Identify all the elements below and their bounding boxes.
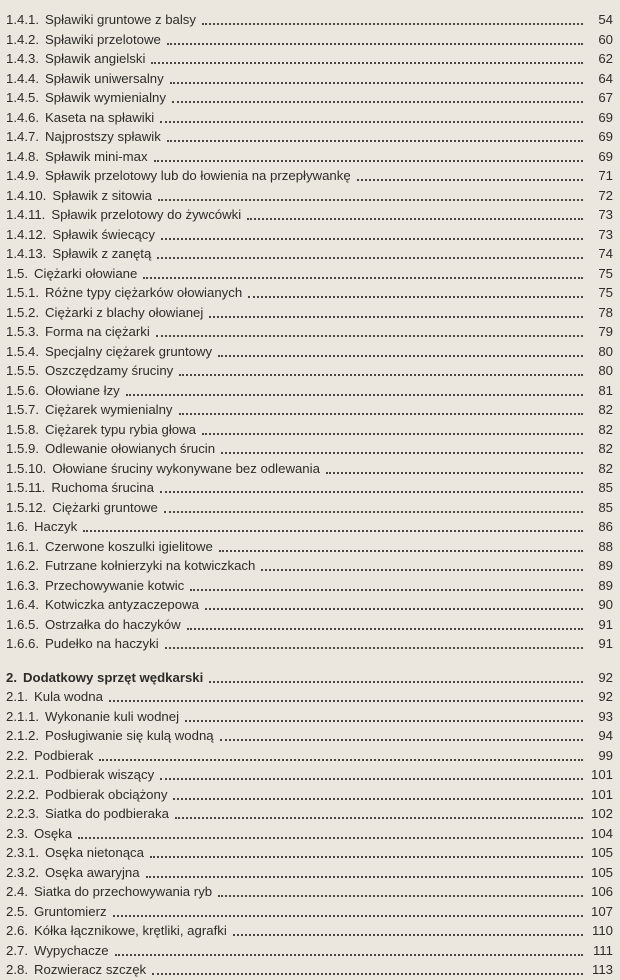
- toc-entry-page-number: 86: [598, 519, 613, 534]
- toc-entry: [6, 49, 613, 69]
- toc-entry-number: 2.1.1.: [6, 708, 39, 724]
- dot-leader: [209, 316, 583, 318]
- dot-leader: [83, 530, 583, 532]
- toc-entry-number: 1.4.4.: [6, 70, 39, 86]
- toc-chapter-heading: [6, 668, 613, 688]
- toc-entry-title: Wykonanie kuli wodnej: [45, 708, 180, 724]
- dot-leader: [205, 608, 583, 610]
- toc-entry-title: Spławik z zanętą: [52, 246, 152, 261]
- dot-leader: [160, 491, 583, 493]
- toc-entry-page-number: 67: [598, 90, 613, 105]
- toc-entry: [6, 882, 613, 902]
- toc-entry-page-number: 82: [598, 402, 613, 417]
- toc-entry-page-number: 74: [598, 246, 613, 261]
- toc-entry-page-number: 80: [598, 343, 613, 359]
- toc-entry-number: 1.6.1.: [6, 538, 39, 554]
- toc-entry-number: 2.2.: [6, 747, 28, 763]
- toc-entry-page-number: 60: [598, 31, 613, 47]
- toc-entry: [6, 459, 613, 479]
- toc-entry: [6, 283, 613, 303]
- toc-entry-page-number: 91: [598, 616, 613, 632]
- dot-leader: [167, 140, 583, 142]
- toc-entry-title: Futrzane kołnierzyki na kotwiczkach: [45, 558, 256, 573]
- toc-entry-title: Kółka łącznikowe, krętliki, agrafki: [34, 923, 227, 938]
- toc-entry-title: Ołowiane łzy: [45, 382, 120, 398]
- toc-entry-number: 2.: [6, 669, 17, 685]
- toc-entry-page-number: 78: [598, 304, 613, 320]
- toc-entry-number: 1.4.12.: [6, 226, 47, 242]
- dot-leader: [113, 915, 583, 917]
- toc-entry-page-number: 105: [590, 864, 613, 880]
- toc-entry-number: 2.1.: [6, 689, 28, 704]
- toc-entry-number: 1.5.2.: [6, 304, 39, 320]
- toc-entry-title: Osęka awaryjna: [45, 864, 140, 880]
- toc-entry-number: 1.4.13.: [6, 246, 47, 261]
- toc-entry-page-number: 110: [591, 923, 613, 938]
- toc-entry: [6, 127, 613, 147]
- toc-entry-number: 2.7.: [6, 942, 28, 958]
- toc-entry-page-number: 102: [590, 806, 613, 821]
- toc-entry: [6, 595, 613, 615]
- toc-entry-number: 2.2.2.: [6, 786, 39, 802]
- toc-entry-page-number: 111: [592, 942, 613, 958]
- toc-entry: [6, 863, 613, 883]
- dot-leader: [209, 681, 583, 683]
- toc-entry-title: Kula wodna: [34, 689, 103, 704]
- toc-entry-page-number: 92: [598, 689, 613, 704]
- dot-leader: [185, 720, 583, 722]
- toc-entry-title: Spławik przelotowy do żywcówki: [51, 207, 242, 222]
- toc-entry-page-number: 89: [598, 558, 613, 573]
- toc-entry: [6, 804, 613, 824]
- toc-entry-number: 1.5.1.: [6, 285, 39, 300]
- dot-leader: [175, 817, 583, 819]
- dot-leader: [190, 589, 583, 591]
- dot-leader: [143, 277, 583, 279]
- dot-leader: [109, 700, 583, 702]
- toc-entry-title: Najprostszy spławik: [45, 129, 161, 144]
- toc-entry-page-number: 73: [598, 207, 613, 222]
- toc-entry-page-number: 113: [591, 962, 613, 977]
- toc-entry-number: 2.8.: [6, 962, 28, 977]
- dot-leader: [146, 876, 583, 878]
- toc-entry: [6, 10, 613, 30]
- dot-leader: [158, 199, 583, 201]
- toc-entry-number: 2.5.: [6, 903, 28, 919]
- toc-entry: [6, 244, 613, 264]
- toc-entry-number: 2.2.1.: [6, 767, 39, 782]
- toc-entry-title: Ołowiane śruciny wykonywane bez odlewania: [52, 460, 320, 476]
- dot-leader: [261, 569, 583, 571]
- toc-entry-number: 1.5.7.: [6, 402, 39, 417]
- toc-entry-title: Gruntomierz: [34, 903, 107, 919]
- toc-entry-number: 1.5.11.: [6, 480, 46, 495]
- toc-entry: [6, 726, 613, 746]
- toc-entry-page-number: 82: [598, 421, 613, 437]
- toc-entry-title: Posługiwanie się kulą wodną: [45, 728, 214, 743]
- toc-entry: [6, 687, 613, 707]
- toc-entry-page-number: 64: [598, 70, 613, 86]
- toc-entry-page-number: 94: [598, 728, 613, 743]
- toc-entry-number: 1.5.3.: [6, 324, 39, 339]
- toc-entry-page-number: 85: [598, 480, 613, 495]
- toc-entry-number: 1.4.6.: [6, 109, 39, 125]
- toc-entry: [6, 537, 613, 557]
- toc-entry-number: 1.6.4.: [6, 597, 39, 612]
- toc-entry-number: 2.6.: [6, 923, 28, 938]
- dot-leader: [154, 160, 583, 162]
- toc-entry: [6, 225, 613, 245]
- toc-entry: [6, 205, 613, 225]
- toc-entry: [6, 517, 613, 537]
- toc-entry-title: Haczyk: [34, 519, 78, 534]
- toc-entry-number: 1.5.10.: [6, 460, 47, 476]
- toc-entry-number: 1.4.9.: [6, 168, 39, 183]
- toc-entry-page-number: 88: [598, 538, 613, 554]
- toc-entry: [6, 303, 613, 323]
- dot-leader: [172, 101, 583, 103]
- toc-entry: [6, 166, 613, 186]
- toc-entry-page-number: 80: [598, 363, 613, 378]
- toc-entry-page-number: 69: [598, 109, 613, 125]
- dot-leader: [157, 257, 583, 259]
- toc-entry: [6, 921, 613, 941]
- toc-entry-number: 1.6.6.: [6, 636, 39, 651]
- toc-entry-title: Kaseta na spławiki: [45, 109, 155, 125]
- toc-entry-number: 1.4.1.: [6, 12, 39, 27]
- toc-entry-title: Ciężarki ołowiane: [34, 265, 138, 281]
- toc-entry-number: 1.5.: [6, 265, 28, 281]
- toc-entry: [6, 108, 613, 128]
- toc-entry-title: Spławik angielski: [45, 51, 146, 66]
- toc-entry: [6, 746, 613, 766]
- toc-entry-title: Kotwiczka antyzaczepowa: [45, 597, 199, 612]
- toc-entry-title: Pudełko na haczyki: [45, 636, 159, 651]
- dot-leader: [164, 511, 583, 513]
- toc-entry-number: 1.4.11.: [6, 207, 46, 222]
- toc-entry-page-number: 99: [598, 747, 613, 763]
- toc-entry-title: Spławiki przelotowe: [45, 31, 161, 47]
- dot-leader: [151, 62, 583, 64]
- toc-entry: [6, 381, 613, 401]
- dot-leader: [247, 218, 583, 220]
- toc-entry-number: 1.5.9.: [6, 441, 39, 456]
- dot-leader: [357, 179, 583, 181]
- toc-entry-title: Ciężarki z blachy ołowianej: [45, 304, 204, 320]
- toc-entry-number: 1.5.4.: [6, 343, 39, 359]
- dot-leader: [126, 394, 583, 396]
- toc-entry-number: 2.2.3.: [6, 806, 39, 821]
- toc-entry-title: Wypychacze: [34, 942, 109, 958]
- toc-entry: [6, 439, 613, 459]
- toc-entry-title: Spławiki gruntowe z balsy: [45, 12, 196, 27]
- toc-entry-page-number: 73: [598, 226, 613, 242]
- dot-leader: [160, 778, 583, 780]
- toc-entry-page-number: 104: [590, 825, 613, 841]
- dot-leader: [156, 335, 583, 337]
- toc-entry-page-number: 89: [598, 577, 613, 593]
- toc-entry: [6, 556, 613, 576]
- toc-entry-number: 1.5.8.: [6, 421, 39, 437]
- dot-leader: [160, 121, 583, 123]
- dot-leader: [179, 413, 583, 415]
- toc-entry-page-number: 75: [598, 265, 613, 281]
- toc-entry: [6, 186, 613, 206]
- dot-leader: [218, 895, 583, 897]
- dot-leader: [152, 973, 583, 975]
- toc-entry: [6, 322, 613, 342]
- toc-entry-number: 1.4.7.: [6, 129, 39, 144]
- toc-entry: [6, 941, 613, 961]
- dot-leader: [202, 23, 583, 25]
- dot-leader: [170, 82, 583, 84]
- toc-entry-title: Podbierak wiszący: [45, 767, 155, 782]
- toc-entry-page-number: 91: [598, 636, 613, 651]
- toc-entry-title: Ciężarek typu rybia głowa: [45, 421, 196, 437]
- dot-leader: [115, 954, 583, 956]
- toc-entry-title: Spławik mini-max: [45, 148, 148, 164]
- toc-entry-page-number: 101: [590, 767, 613, 782]
- dot-leader: [233, 934, 583, 936]
- dot-leader: [179, 374, 583, 376]
- toc-entry-title: Oszczędzamy śruciny: [45, 363, 174, 378]
- dot-leader: [220, 739, 583, 741]
- toc-entry-number: 1.5.12.: [6, 499, 47, 515]
- toc-entry-number: 2.3.1.: [6, 845, 39, 860]
- toc-entry: [6, 342, 613, 362]
- toc-entry-title: Spławik świecący: [52, 226, 155, 242]
- toc-entry-title: Specjalny ciężarek gruntowy: [45, 343, 213, 359]
- toc-entry-number: 1.6.5.: [6, 616, 39, 632]
- toc-entry-page-number: 72: [598, 187, 613, 203]
- toc-entry: [6, 400, 613, 420]
- toc-entry-number: 2.3.2.: [6, 864, 39, 880]
- toc-entry-title: Osęka: [34, 825, 73, 841]
- toc-entry: [6, 30, 613, 50]
- toc-entry-title: Osęka nietonąca: [45, 845, 144, 860]
- toc-entry: [6, 88, 613, 108]
- toc-entry-title: Odlewanie ołowianych śrucin: [45, 441, 216, 456]
- toc-entry-title: Spławik wymienialny: [45, 90, 166, 105]
- dot-leader: [218, 355, 583, 357]
- toc-entry-page-number: 62: [598, 51, 613, 66]
- toc-entry-title: Ciężarek wymienialny: [45, 402, 173, 417]
- toc-entry-title: Przechowywanie kotwic: [45, 577, 185, 593]
- toc-entry-number: 1.6.: [6, 519, 28, 534]
- toc-entry-title: Forma na ciężarki: [45, 324, 150, 339]
- toc-entry-page-number: 54: [598, 12, 613, 27]
- toc-entry-number: 1.6.3.: [6, 577, 39, 593]
- toc-entry-title: Ostrzałka do haczyków: [45, 616, 181, 632]
- toc-entry-number: 1.4.3.: [6, 51, 39, 66]
- toc-entry-page-number: 106: [590, 884, 613, 899]
- toc-entry: [6, 765, 613, 785]
- toc-entry-title: Ruchoma śrucina: [51, 480, 154, 495]
- toc-entry-title: Podbierak obciążony: [45, 786, 168, 802]
- toc-entry-title: Siatka do podbieraka: [45, 806, 169, 821]
- toc-entry-number: 1.4.2.: [6, 31, 39, 47]
- toc-entry-page-number: 101: [590, 786, 613, 802]
- toc-entry-title: Podbierak: [34, 747, 94, 763]
- dot-leader: [99, 759, 583, 761]
- toc-entry-page-number: 93: [598, 708, 613, 724]
- toc-entry: [6, 843, 613, 863]
- toc-entry: [6, 147, 613, 167]
- toc-entry-page-number: 107: [590, 903, 613, 919]
- toc-entry-title: Rozwieracz szczęk: [34, 962, 147, 977]
- dot-leader: [202, 433, 583, 435]
- toc-entry: [6, 960, 613, 980]
- toc-entry: [6, 498, 613, 518]
- dot-leader: [219, 550, 583, 552]
- toc-entry-title: Dodatkowy sprzęt wędkarski: [23, 669, 204, 685]
- toc-entry-page-number: 105: [590, 845, 613, 860]
- dot-leader: [167, 43, 583, 45]
- toc-entry-title: Czerwone koszulki igielitowe: [45, 538, 213, 554]
- toc-entry-title: Spławik uniwersalny: [45, 70, 164, 86]
- toc-entry-page-number: 81: [598, 382, 613, 398]
- toc-entry: [6, 69, 613, 89]
- toc-entry-page-number: 69: [598, 148, 613, 164]
- dot-leader: [78, 837, 583, 839]
- toc-entry-number: 1.5.6.: [6, 382, 39, 398]
- dot-leader: [248, 296, 583, 298]
- toc-entry: [6, 824, 613, 844]
- dot-leader: [187, 628, 583, 630]
- toc-entry: [6, 615, 613, 635]
- toc-entry-title: Spławik z sitowia: [52, 187, 153, 203]
- toc-entry-page-number: 90: [598, 597, 613, 612]
- dot-leader: [161, 238, 583, 240]
- dot-leader: [221, 452, 583, 454]
- toc-entry-number: 2.1.2.: [6, 728, 39, 743]
- toc-entry-page-number: 79: [598, 324, 613, 339]
- toc-entry: [6, 478, 613, 498]
- toc-entry-page-number: 75: [598, 285, 613, 300]
- toc-entry-page-number: 71: [598, 168, 613, 183]
- toc-entry: [6, 264, 613, 284]
- toc-entry-number: 2.3.: [6, 825, 28, 841]
- toc-entry: [6, 576, 613, 596]
- toc-entry-number: 1.4.8.: [6, 148, 39, 164]
- toc-entry-title: Różne typy ciężarków ołowianych: [45, 285, 243, 300]
- toc-entry-title: Siatka do przechowywania ryb: [34, 884, 213, 899]
- toc-entry-page-number: 82: [598, 460, 613, 476]
- dot-leader: [165, 647, 583, 649]
- toc-entry-number: 2.4.: [6, 884, 28, 899]
- toc-entry-page-number: 92: [598, 669, 613, 685]
- dot-leader: [173, 798, 583, 800]
- toc-entry: [6, 634, 613, 654]
- toc-entry-number: 1.5.5.: [6, 363, 39, 378]
- toc-entry-number: 1.6.2.: [6, 558, 39, 573]
- toc-entry-number: 1.4.10.: [6, 187, 47, 203]
- dot-leader: [150, 856, 583, 858]
- toc-entry: [6, 420, 613, 440]
- toc-entry-title: Ciężarki gruntowe: [52, 499, 158, 515]
- toc-entry-title: Spławik przelotowy lub do łowienia na przepływankę: [45, 168, 351, 183]
- toc-entry-number: 1.4.5.: [6, 90, 39, 105]
- toc-entry-page-number: 85: [598, 499, 613, 515]
- toc-entry-page-number: 82: [598, 441, 613, 456]
- toc-entry-page-number: 69: [598, 129, 613, 144]
- toc-entry: [6, 707, 613, 727]
- toc-entry: [6, 361, 613, 381]
- toc-entry: [6, 902, 613, 922]
- toc-entry: [6, 785, 613, 805]
- dot-leader: [326, 472, 583, 474]
